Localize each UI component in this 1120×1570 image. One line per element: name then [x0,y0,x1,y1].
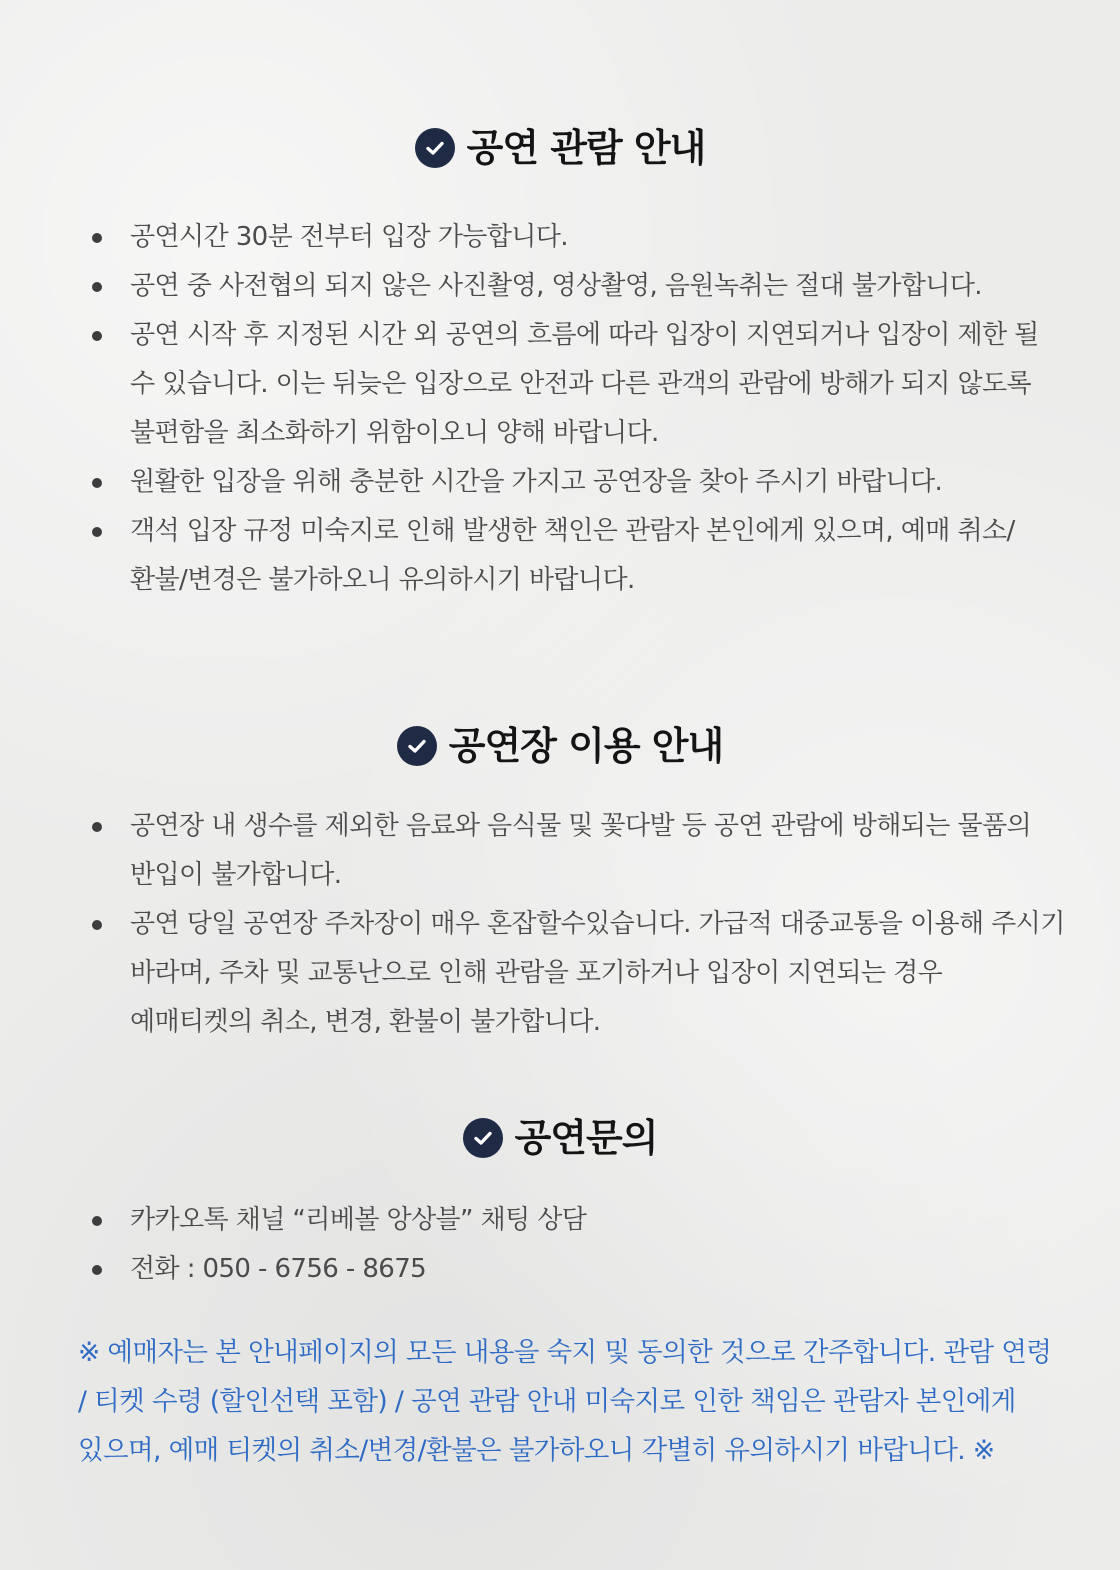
venue-guide-list [90,802,1070,1047]
list-item: 공연장 내 생수를 제외한 음료와 음식물 및 꽃다발 등 공연 관람에 방해되는 물품의 반입이 불가합니다. [90,802,1070,900]
bullet-dot [92,478,102,488]
list-item: 공연시간 30분 전부터 입장 가능합니다. [90,213,1070,262]
bullet-dot [92,1265,102,1275]
bullet-dot [92,331,102,341]
viewing-guide-list [90,213,1070,605]
list-item: 공연 시작 후 지정된 시간 외 공연의 흐름에 따라 입장이 지연되거나 입장이 제한 될 수 있습니다. 이는 뒤늦은 입장으로 안전과 다른 관객의 관람에 방해가 되지 않도록 불편함을 최소화하기 위함이오니 양해 바랍니다. [90,311,1070,458]
check-circle-icon [463,1118,503,1158]
list-item: 공연 당일 공연장 주차장이 매우 혼잡할수있습니다. 가급적 대중교통을 이용해 주시기 바라며, 주차 및 교통난으로 인해 관람을 포기하거나 입장이 지연되는 경우 예매티켓의 취소, 변경, 환불이 불가합니다. [90,900,1070,1047]
disclaimer-notice: ※ 예매자는 본 안내페이지의 모든 내용을 숙지 및 동의한 것으로 간주합니다. 관람 연령 / 티켓 수령 (할인선택 포함) / 공연 관람 안내 미숙지로 인한 책임은 관람자 본인에게 있으며, 예매 티켓의 취소/변경/환불은 불가하오니 각별히 유의하시기 바랍니다. ※ [78,1337,1052,1466]
list-item: 원활한 입장을 위해 충분한 시간을 가지고 공연장을 찾아 주시기 바랍니다. [90,458,1070,507]
bullet-dot [92,1216,102,1226]
bullet-dot [92,527,102,537]
check-circle-icon [415,128,455,168]
phone-item: 전화 : 050 - 6756 - 8675 [90,1245,1070,1294]
section-header-venue [0,726,1120,766]
section-header-viewing [0,128,1120,168]
inquiry-list [90,1196,1070,1294]
bullet-dot [92,920,102,930]
section-header-inquiry [0,1118,1120,1158]
list-item: 객석 입장 규정 미숙지로 인해 발생한 책인은 관람자 본인에게 있으며, 예매 취소/환불/변경은 불가하오니 유의하시기 바랍니다. [90,507,1070,605]
kakao-channel-item: 카카오톡 채널 “리베볼 앙상블” 채팅 상담 [90,1196,1070,1245]
section-title-inquiry: 공연문의 [514,1116,658,1160]
bullet-dot [92,233,102,243]
list-item: 공연 중 사전협의 되지 않은 사진촬영, 영상촬영, 음원녹취는 절대 불가합니다. [90,262,1070,311]
check-circle-icon [397,726,437,766]
bullet-dot [92,822,102,832]
section-title-viewing: 공연 관람 안내 [466,126,706,170]
bullet-dot [92,282,102,292]
section-title-venue: 공연장 이용 안내 [448,724,724,768]
